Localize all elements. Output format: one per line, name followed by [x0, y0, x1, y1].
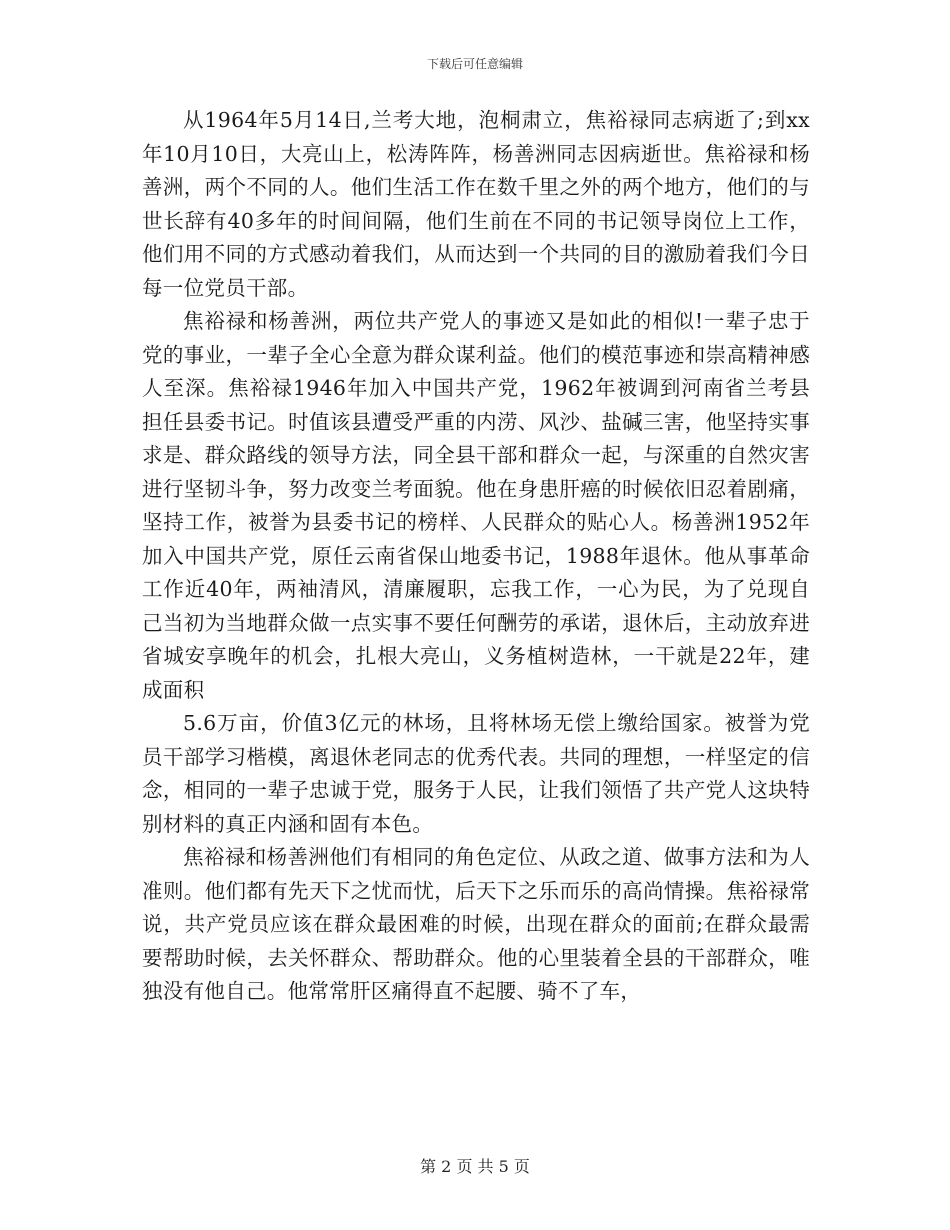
paragraph: 从1964年5月14日,兰考大地，泡桐肃立，焦裕禄同志病逝了;到xx年10月10日，大亮山上，松涛阵阵，杨善洲同志因病逝世。焦裕禄和杨善洲，两个不同的人。他们生活工作在数千里之外的两个地方，他们的与世长辞有40多年的时间间隔，他们生前在不同的书记领导岗位上工作，他们用不同的方式感动着我们，从而达到一个共同的目的激励着我们今日每一位党员干部。 — [142, 108, 810, 300]
paragraph: 5.6万亩，价值3亿元的林场，且将林场无偿上缴给国家。被誉为党员干部学习楷模，离退休老同志的优秀代表。共同的理想，一样坚定的信念，相同的一辈子忠诚于党，服务于人民，让我们领悟了共产党人这块特别材料的真正内涵和固有本色。 — [142, 711, 810, 836]
document-body — [142, 104, 810, 1009]
paragraph: 焦裕禄和杨善洲他们有相同的角色定位、从政之道、做事方法和为人准则。他们都有先天下之忧而忧，后天下之乐而乐的高尚情操。焦裕禄常说，共产党员应该在群众最困难的时候，出现在群众的面前;在群众最需要帮助时候，去关怀群众、帮助群众。他的心里装着全县的干部群众，唯独没有他自己。他常常肝区痛得直不起腰、骑不了车， — [142, 845, 810, 1003]
page-header-note: 下载后可任意编辑 — [426, 57, 523, 71]
paragraph: 焦裕禄和杨善洲，两位共产党人的事迹又是如此的相似!一辈子忠于党的事业，一辈子全心全意为群众谋利益。他们的模范事迹和崇高精神感人至深。焦裕禄1946年加入中国共产党，1962年被调到河南省兰考县担任县委书记。时值该县遭受严重的内涝、风沙、盐碱三害，他坚持实事求是、群众路线的领导方法，同全县干部和群众一起，与深重的自然灾害进行坚韧斗争，努力改变兰考面貌。他在身患肝癌的时候依旧忍着剧痛，坚持工作，被誉为县委书记的榜样、人民群众的贴心人。杨善洲1952年加入中国共产党，原任云南省保山地委书记，1988年退休。他从事革命工作近40年，两袖清风，清廉履职，忘我工作，一心为民，为了兑现自己当初为当地群众做一点实事不要任何酬劳的承诺，退休后，主动放弃进省城安享晚年的机会，扎根大亮山，义务植树造林，一干就是22年，建成面积 — [142, 309, 810, 702]
page-number: 第 2 页 共 5 页 — [420, 1157, 530, 1176]
